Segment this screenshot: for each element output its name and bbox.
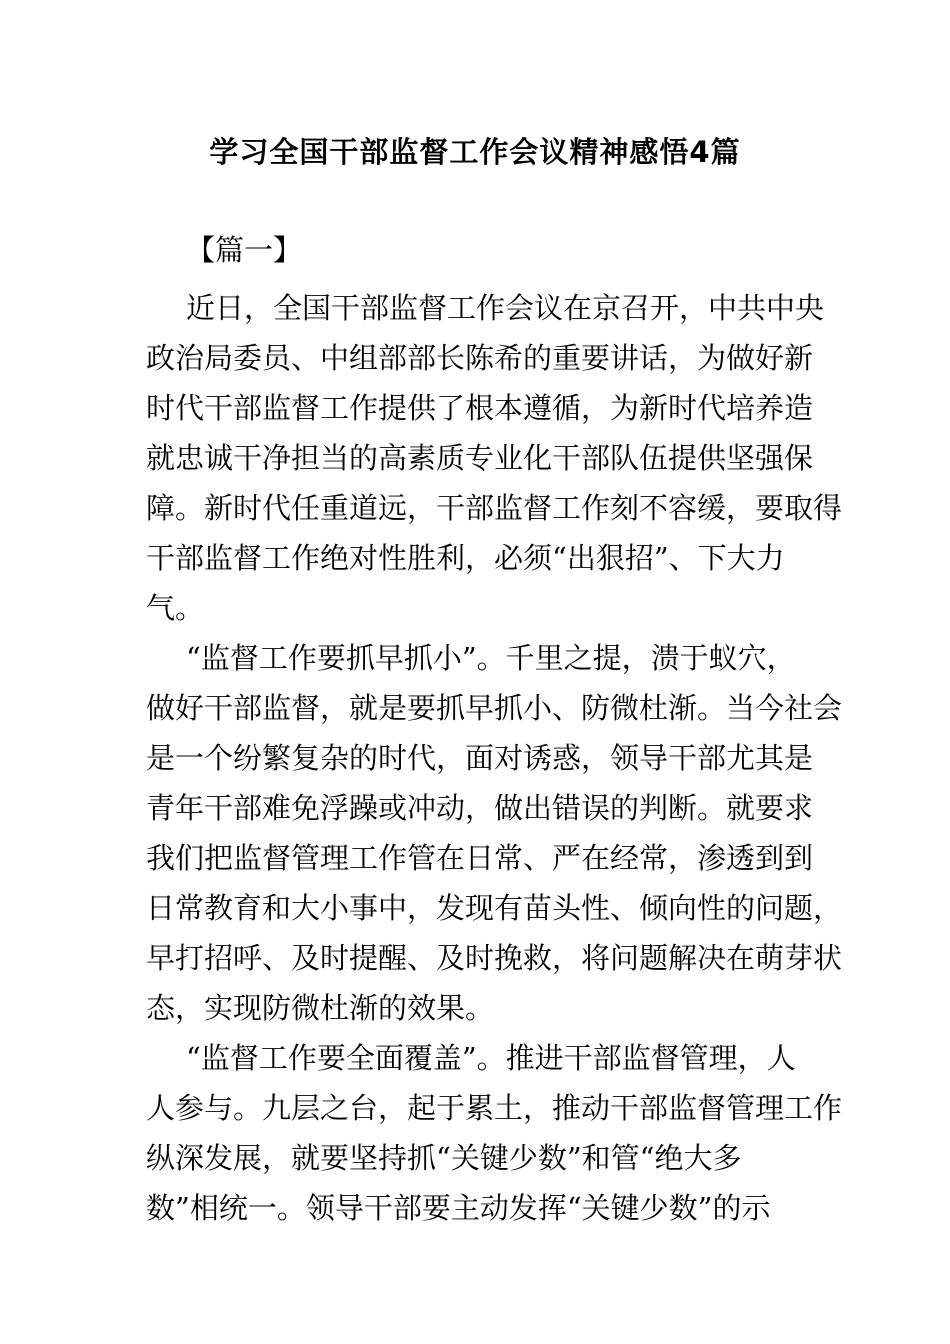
paragraph-line: 人参与。九层之台，起于累土，推动干部监督管理工作	[146, 1091, 843, 1125]
paragraph-line: 时代干部监督工作提供了根本遵循，为新时代培养造	[146, 391, 814, 425]
paragraph-3	[146, 1033, 843, 1233]
paragraph-2	[146, 633, 843, 1033]
paragraph-line: “监督工作要抓早抓小”。千里之提，溃于蚁穴，	[186, 641, 796, 675]
paragraph-line: 青年干部难免浮躁或冲动，做出错误的判断。就要求	[146, 791, 814, 825]
paragraph-line: 我们把监督管理工作管在日常、严在经常，渗透到到	[146, 841, 814, 875]
document-body	[146, 283, 843, 1233]
paragraph-line: 政治局委员、中组部部长陈希的重要讲话，为做好新	[146, 341, 814, 375]
paragraph-line: 日常教育和大小事中，发现有苗头性、倾向性的问题，	[146, 891, 843, 925]
paragraph-line: 近日，全国干部监督工作会议在京召开，中共中央	[186, 291, 825, 325]
paragraph-line: “监督工作要全面覆盖”。推进干部监督管理，人	[186, 1041, 796, 1075]
paragraph-line: 障。新时代任重道远，干部监督工作刻不容缓，要取得	[146, 491, 843, 525]
paragraph-line: 干部监督工作绝对性胜利，必须“出狠招”、下大力	[146, 541, 785, 575]
paragraph-line: 态，实现防微杜渐的效果。	[146, 991, 495, 1025]
paragraph-line: 气。	[146, 591, 205, 625]
section-label: 【篇一】	[186, 233, 303, 267]
paragraph-line: 纵深发展，就要坚持抓“关键少数”和管“绝大多	[146, 1141, 742, 1175]
paragraph-line: 是一个纷繁复杂的时代，面对诱惑，领导干部尤其是	[146, 741, 814, 775]
paragraph-line: 数”相统一。领导干部要主动发挥“关键少数”的示	[146, 1191, 771, 1225]
paragraph-line: 就忠诚干净担当的高素质专业化干部队伍提供坚强保	[146, 441, 814, 475]
paragraph-line: 早打招呼、及时提醒、及时挽救，将问题解决在萌芽状	[146, 941, 843, 975]
document-title: 学习全国干部监督工作会议精神感悟4篇	[209, 135, 741, 169]
paragraph-1	[146, 283, 843, 633]
paragraph-line: 做好干部监督，就是要抓早抓小、防微杜渐。当今社会	[146, 691, 843, 725]
